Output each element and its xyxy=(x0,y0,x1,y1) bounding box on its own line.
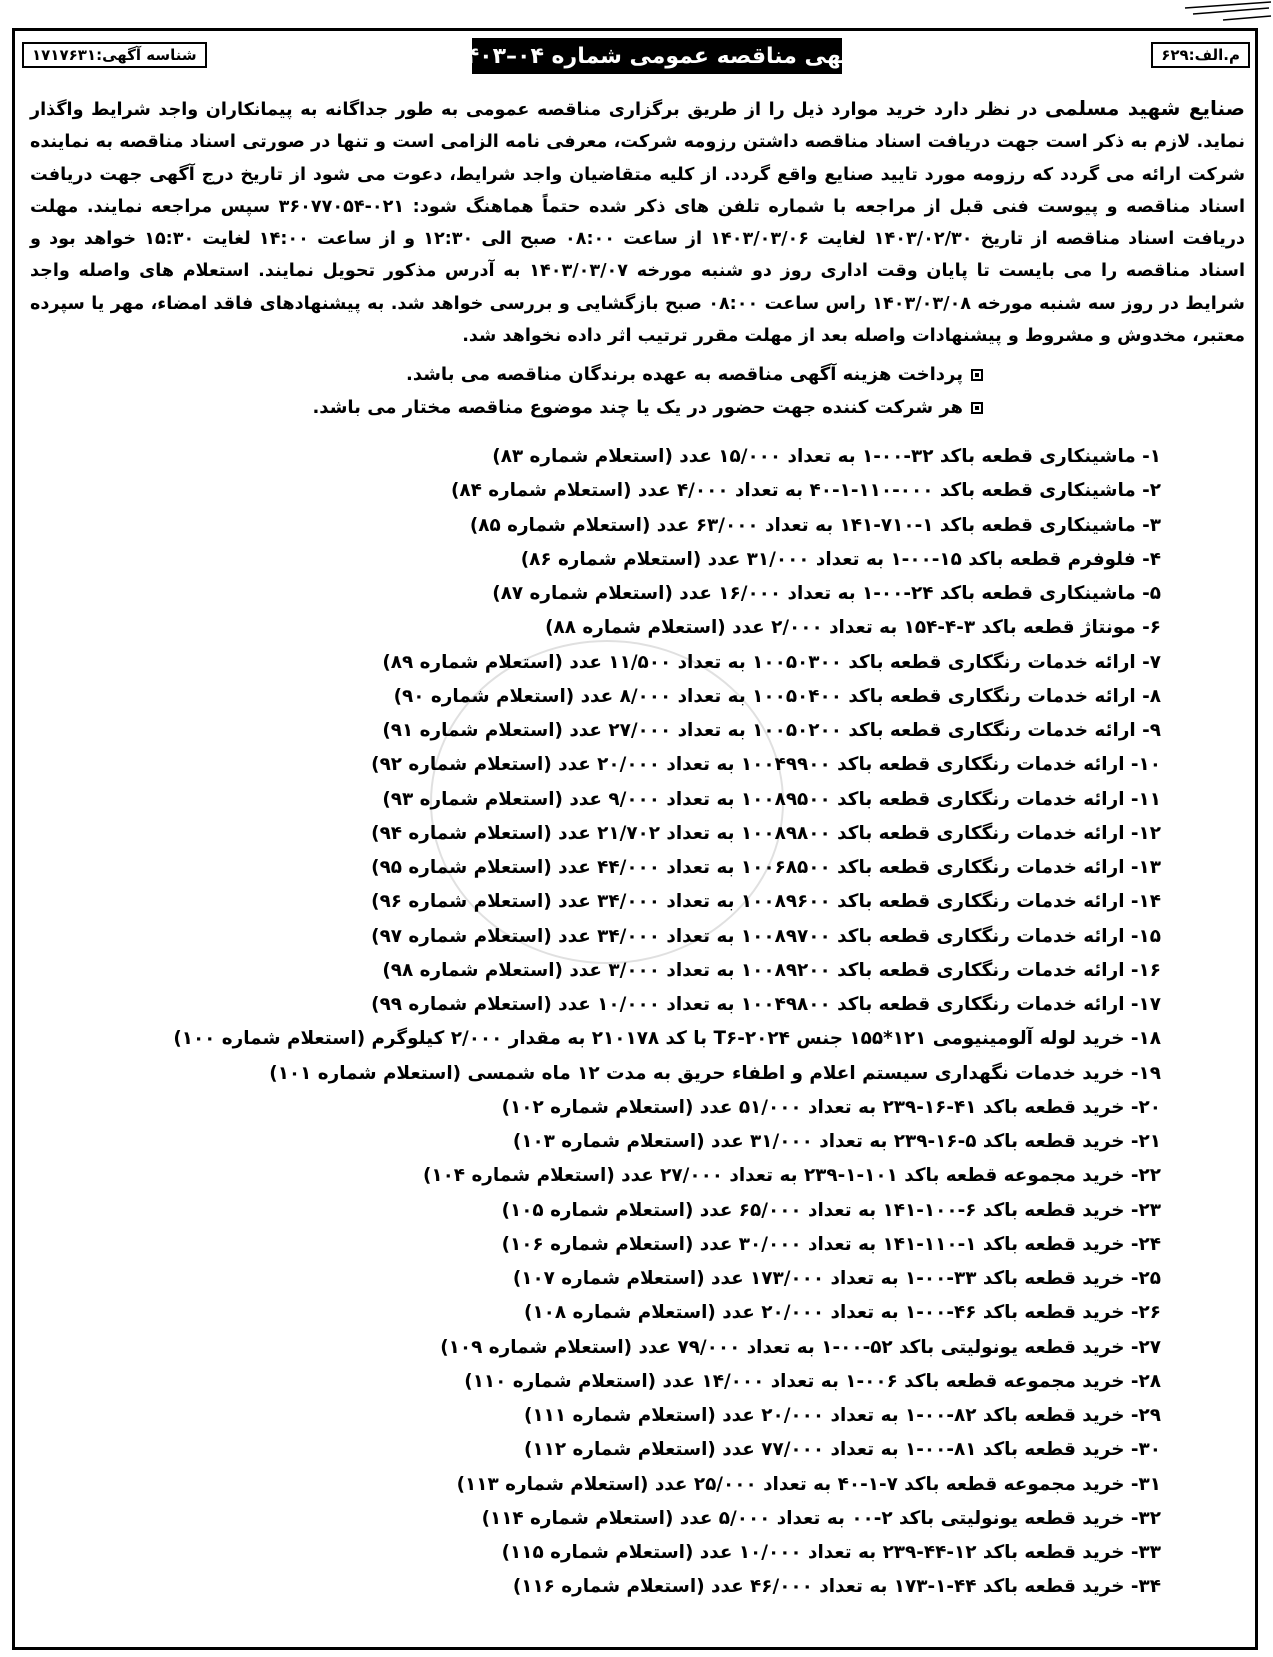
tender-item: ۱۸- خرید لوله آلومینیومی ۱۲۱*۱۵۵ جنس ۲۰۲۴-T۶ با کد ۲۱۰۱۷۸ به مقدار ۲/۰۰۰ کیلوگرم (استعلام شماره ۱۰۰) xyxy=(173,1028,1161,1050)
tender-item: ۲۱- خرید قطعه باکد ۵-۱۶-۲۳۹ به تعداد ۳۱/۰۰۰ عدد (استعلام شماره ۱۰۳) xyxy=(512,1131,1161,1152)
tender-item: ۲- ماشینکاری قطعه باکد ۰۰۰-۱۱۰-۱-۴۰ به تعداد ۴/۰۰۰ عدد (استعلام شماره ۸۴) xyxy=(450,480,1161,502)
tender-item: ۲۳- خرید قطعه باکد ۶-۱۰۰-۱۴۱ به تعداد ۶۵/۰۰۰ عدد (استعلام شماره ۱۰۵) xyxy=(501,1199,1161,1221)
tender-item: ۱۴- ارائه خدمات رنگکاری قطعه باکد ۱۰۰۸۹۶۰۰ به تعداد ۳۴/۰۰۰ عدد (استعلام شماره ۹۶) xyxy=(371,891,1161,913)
tender-item: ۲۷- خرید قطعه یونولیتی باکد ۵۲-۰۰-۱ به تعداد ۷۹/۰۰۰ عدد (استعلام شماره ۱۰۹) xyxy=(440,1336,1161,1358)
intro-paragraph xyxy=(30,92,1245,352)
note-text: هر شرکت کننده جهت حضور در یک یا چند موضوع مناقصه مختار می باشد. xyxy=(312,397,963,418)
tender-item: ۳۲- خرید قطعه یونولیتی باکد ۲-۰۰ به تعداد ۵/۰۰۰ عدد (استعلام شماره ۱۱۴) xyxy=(481,1507,1161,1529)
tender-item: ۲۹- خرید قطعه باکد ۸۲-۰۰-۱ به تعداد ۲۰/۰۰۰ عدد (استعلام شماره ۱۱۱) xyxy=(524,1405,1161,1426)
tender-item: ۲۴- خرید قطعه باکد ۱-۱۱۰-۱۴۱ به تعداد ۳۰/۰۰۰ عدد (استعلام شماره ۱۰۶) xyxy=(501,1233,1161,1255)
notice-header xyxy=(22,38,1250,78)
tender-item: ۵- ماشینکاری قطعه باکد ۲۴-۰۰-۱ به تعداد ۱۶/۰۰۰ عدد (استعلام شماره ۸۷) xyxy=(492,583,1161,604)
tender-item: ۳۴- خرید قطعه باکد ۴۴-۱-۱۷۳ به تعداد ۴۶/۰۰۰ عدد (استعلام شماره ۱۱۶) xyxy=(512,1576,1161,1598)
tender-item: ۱۹- خرید خدمات نگهداری سیستم اعلام و اطفاء حریق به مدت ۱۲ ماه شمسی (استعلام شماره ۱۰۱) xyxy=(269,1062,1161,1084)
tender-item: ۲۰- خرید قطعه باکد ۴۱-۱۶-۲۳۹ به تعداد ۵۱/۰۰۰ عدد (استعلام شماره ۱۰۲) xyxy=(501,1096,1161,1118)
notice-title-box xyxy=(452,38,862,74)
note-item xyxy=(312,358,983,391)
tender-item: ۲۵- خرید قطعه باکد ۳۳-۰۰-۱ به تعداد ۱۷۳/۰۰۰ عدد (استعلام شماره ۱۰۷) xyxy=(512,1268,1161,1289)
corner-scribble xyxy=(1183,0,1273,24)
tender-item: ۲۶- خرید قطعه باکد ۴۶-۰۰-۱ به تعداد ۲۰/۰۰۰ عدد (استعلام شماره ۱۰۸) xyxy=(524,1302,1161,1324)
tender-item: ۲۸- خرید مجموعه قطعه باکد ۰۰۶-۱ به تعداد ۱۴/۰۰۰ عدد (استعلام شماره ۱۱۰) xyxy=(464,1370,1161,1392)
tender-item: ۱۳- ارائه خدمات رنگکاری قطعه باکد ۱۰۰۶۸۵۰۰ به تعداد ۴۴/۰۰۰ عدد (استعلام شماره ۹۵) xyxy=(371,857,1161,878)
square-bullet-icon xyxy=(971,402,983,414)
tender-item: ۳۳- خرید قطعه باکد ۱۲-۴۴-۲۳۹ به تعداد ۱۰/۰۰۰ عدد (استعلام شماره ۱۱۵) xyxy=(501,1542,1161,1563)
tender-item: ۲۲- خرید مجموعه قطعه باکد ۱۰۱-۱-۲۳۹ به تعداد ۲۷/۰۰۰ عدد (استعلام شماره ۱۰۴) xyxy=(422,1165,1161,1187)
note-item xyxy=(312,391,983,424)
tender-item: ۱۷- ارائه خدمات رنگکاری قطعه باکد ۱۰۰۴۹۸۰۰ به تعداد ۱۰/۰۰۰ عدد (استعلام شماره ۹۹) xyxy=(371,994,1161,1015)
tender-item: ۱۰- ارائه خدمات رنگکاری قطعه باکد ۱۰۰۴۹۹۰۰ به تعداد ۲۰/۰۰۰ عدد (استعلام شماره ۹۲) xyxy=(371,754,1161,776)
tender-item: ۶- مونتاژ قطعه باکد ۳-۴-۱۵۴ به تعداد ۲/۰۰۰ عدد (استعلام شماره ۸۸) xyxy=(545,617,1161,639)
tender-item: ۴- فلوفرم قطعه باکد ۱۵-۰۰-۱ به تعداد ۳۱/۰۰۰ عدد (استعلام شماره ۸۶) xyxy=(520,548,1161,570)
tender-item: ۱۵- ارائه خدمات رنگکاری قطعه باکد ۱۰۰۸۹۷۰۰ به تعداد ۳۴/۰۰۰ عدد (استعلام شماره ۹۷) xyxy=(371,925,1161,947)
tender-item: ۳۱- خرید مجموعه قطعه باکد ۷-۱-۴۰ به تعداد ۲۵/۰۰۰ عدد (استعلام شماره ۱۱۳) xyxy=(456,1473,1161,1495)
tender-item: ۱- ماشینکاری قطعه باکد ۳۲-۰۰-۱ به تعداد ۱۵/۰۰۰ عدد (استعلام شماره ۸۳) xyxy=(492,446,1161,467)
tender-items-list xyxy=(173,440,1161,1605)
reference-badge: م.الف:۶۲۹ xyxy=(1151,42,1250,68)
notes-list xyxy=(312,358,983,424)
company-name: صنایع شهید مسلمی xyxy=(1044,96,1245,120)
tender-item: ۱۲- ارائه خدمات رنگکاری قطعه باکد ۱۰۰۸۹۸۰۰ به تعداد ۲۱/۷۰۲ عدد (استعلام شماره ۹۴) xyxy=(371,822,1161,844)
notice-title: آگهی مناقصه عمومی شماره ۰۴–۱۴۰۳ xyxy=(452,43,862,69)
tender-item: ۸- ارائه خدمات رنگکاری قطعه باکد ۱۰۰۵۰۴۰۰ به تعداد ۸/۰۰۰ عدد (استعلام شماره ۹۰) xyxy=(393,685,1161,707)
tender-item: ۹- ارائه خدمات رنگکاری قطعه باکد ۱۰۰۵۰۲۰۰ به تعداد ۲۷/۰۰۰ عدد (استعلام شماره ۹۱) xyxy=(382,720,1161,741)
intro-text: در نظر دارد خرید موارد ذیل را از طریق برگزاری مناقصه عمومی به طور جداگانه به پیمانکاران واجد شرایط واگذار نماید. لازم به ذکر است جهت دریافت اسناد مناقصه داشتن رزومه شرکت، معرفی نامه الزامی است و تنها در صورتی اسناد مناقصه به نماینده شرکت ارائه می گردد که رزومه مورد تایید صنایع واقع گردد. از کلیه متقاضیان واجد شرایط، دعوت می شود از تاریخ درج آگهی جهت دریافت اسناد مناقصه و پیوست فنی قبل از مراجعه با شماره تلفن های ذکر شده حتماً هماهنگ شود: ۰۲۱-۳۶۰۷۷۰۵۴ سپس مراجعه نمایند. مهلت دریافت اسناد مناقصه از تاریخ ۱۴۰۳/۰۲/۳۰ لغایت ۱۴۰۳/۰۳/۰۶ از ساعت ۰۸:۰۰ صبح الی ۱۲:۳۰ و از ساعت ۱۴:۰۰ لغایت ۱۵:۳۰ خواهد بود و اسناد مناقصه را می بایست تا پایان وقت اداری روز دو شنبه مورخه ۱۴۰۳/۰۳/۰۷ به آدرس مذکور تحویل نمایند. استعلام های واصله واجد شرایط در روز سه شنبه مورخه ۱۴۰۳/۰۳/۰۸ راس ساعت ۰۸:۰۰ صبح بازگشایی و بررسی خواهد شد. به پیشنهادهای فاقد امضاء، مهر یا سپرده معتبر، مخدوش و مشروط و پیشنهادات واصله بعد از مهلت مقرر ترتیب اثر داده نخواهد شد. xyxy=(30,100,1246,347)
note-text: پرداخت هزینه آگهی مناقصه به عهده برندگان مناقصه می باشد. xyxy=(406,364,963,385)
tender-item: ۱۱- ارائه خدمات رنگکاری قطعه باکد ۱۰۰۸۹۵۰۰ به تعداد ۹/۰۰۰ عدد (استعلام شماره ۹۳) xyxy=(382,788,1161,810)
tender-item: ۱۶- ارائه خدمات رنگکاری قطعه باکد ۱۰۰۸۹۲۰۰ به تعداد ۳/۰۰۰ عدد (استعلام شماره ۹۸) xyxy=(382,959,1161,981)
tender-item: ۷- ارائه خدمات رنگکاری قطعه باکد ۱۰۰۵۰۳۰۰ به تعداد ۱۱/۵۰۰ عدد (استعلام شماره ۸۹) xyxy=(382,651,1161,673)
tender-item: ۳۰- خرید قطعه باکد ۸۱-۰۰-۱ به تعداد ۷۷/۰۰۰ عدد (استعلام شماره ۱۱۲) xyxy=(524,1439,1161,1461)
ad-id-badge: شناسه آگهی:۱۷۱۷۶۳۱ xyxy=(22,42,207,68)
square-bullet-icon xyxy=(971,369,983,381)
tender-item: ۳- ماشینکاری قطعه باکد ۱-۷۱۰-۱۴۱ به تعداد ۶۳/۰۰۰ عدد (استعلام شماره ۸۵) xyxy=(469,514,1161,536)
